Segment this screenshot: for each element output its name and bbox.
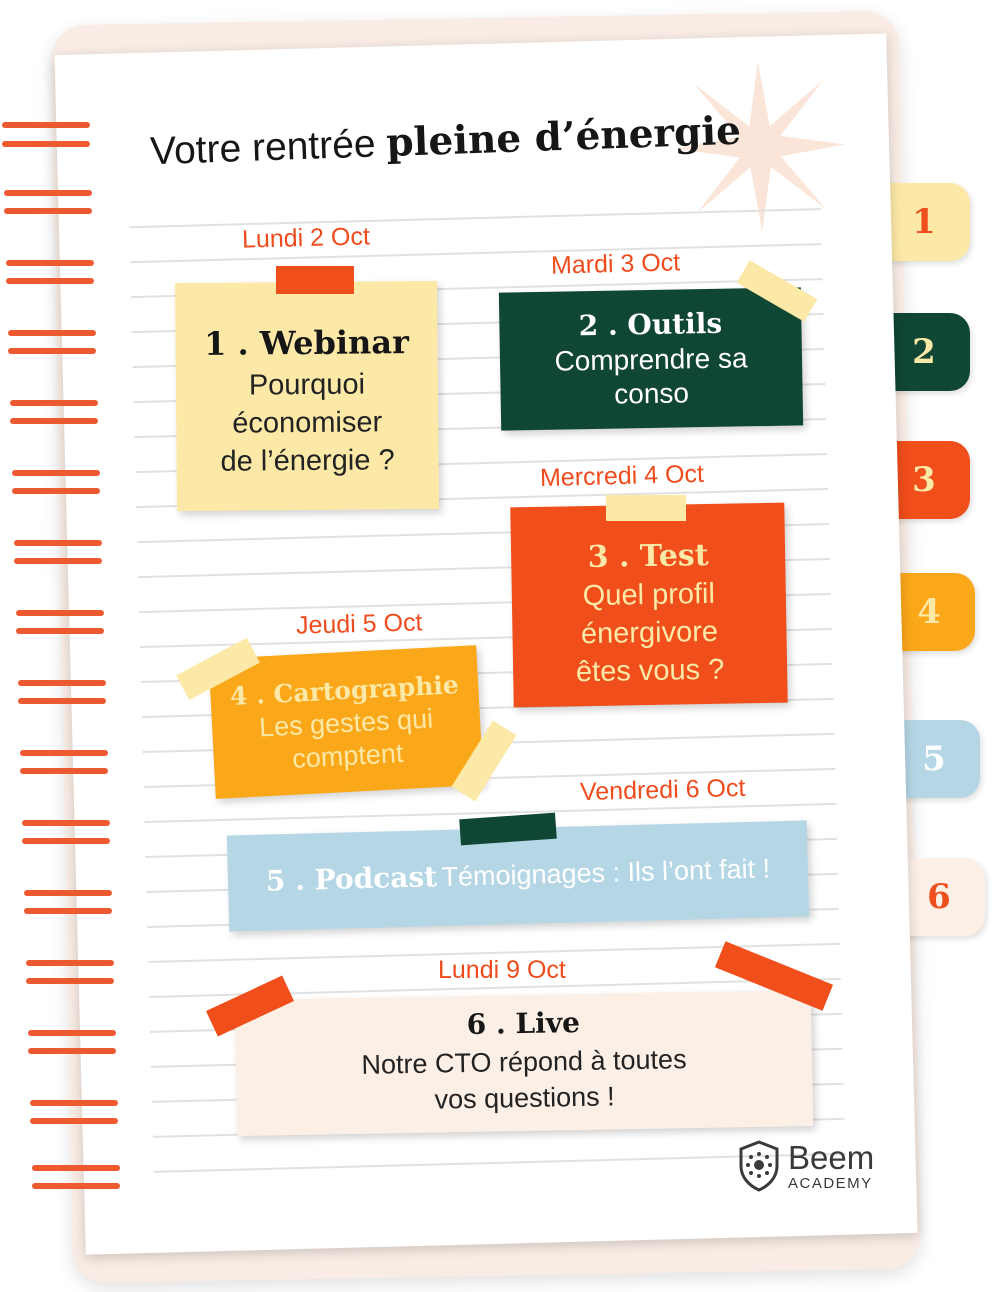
tab-2[interactable]: 2 (870, 313, 970, 391)
date-label-3: Mercredi 4 Oct (539, 459, 705, 493)
date-label-6: Lundi 9 Oct (438, 956, 566, 984)
tab-5[interactable]: 5 (880, 720, 980, 798)
tape-1 (276, 266, 354, 294)
event-heading: 3 . Test (587, 537, 709, 576)
event-card-podcast[interactable]: 5 . Podcast Témoignages : Ils l’ont fait ! (227, 820, 809, 931)
beem-academy-logo (738, 1140, 874, 1192)
event-heading: 2 . Outils (578, 306, 723, 343)
date-label-5: Vendredi 6 Oct (579, 773, 746, 807)
event-heading: 6 . Live (466, 1006, 581, 1041)
tab-6[interactable]: 6 (885, 858, 985, 936)
tab-1[interactable]: 1 (870, 183, 970, 261)
event-heading: 5 . Podcast (265, 860, 438, 898)
page-title: Votre rentrée pleine d’énergie (149, 107, 742, 174)
date-label-1: Lundi 2 Oct (241, 222, 371, 254)
event-card-cartographie[interactable]: 4 . Cartographie Les gestes qui comptent (209, 645, 484, 799)
event-card-outils[interactable]: 2 . Outils Comprendre sa conso (499, 287, 803, 430)
tab-4[interactable]: 4 (875, 573, 975, 651)
logo-name: Beem (788, 1138, 875, 1176)
event-card-live[interactable]: 6 . Live Notre CTO répond à toutes vos questions ! (235, 990, 813, 1136)
tab-3[interactable]: 3 (870, 441, 970, 519)
event-heading: 4 . Cartographie (229, 670, 460, 712)
event-card-webinar[interactable]: 1 . Webinar Pourquoi économiser de l’énergie ? (175, 281, 439, 511)
event-card-test[interactable]: 3 . Test Quel profil énergivore êtes vous ? (510, 503, 787, 708)
date-label-4: Jeudi 5 Oct (295, 608, 423, 640)
shield-sun-icon (738, 1140, 780, 1192)
tape-3 (606, 495, 686, 521)
logo-sub: ACADEMY (788, 1174, 873, 1192)
date-label-2: Mardi 3 Oct (550, 248, 681, 280)
event-heading: 1 . Webinar (203, 323, 410, 363)
